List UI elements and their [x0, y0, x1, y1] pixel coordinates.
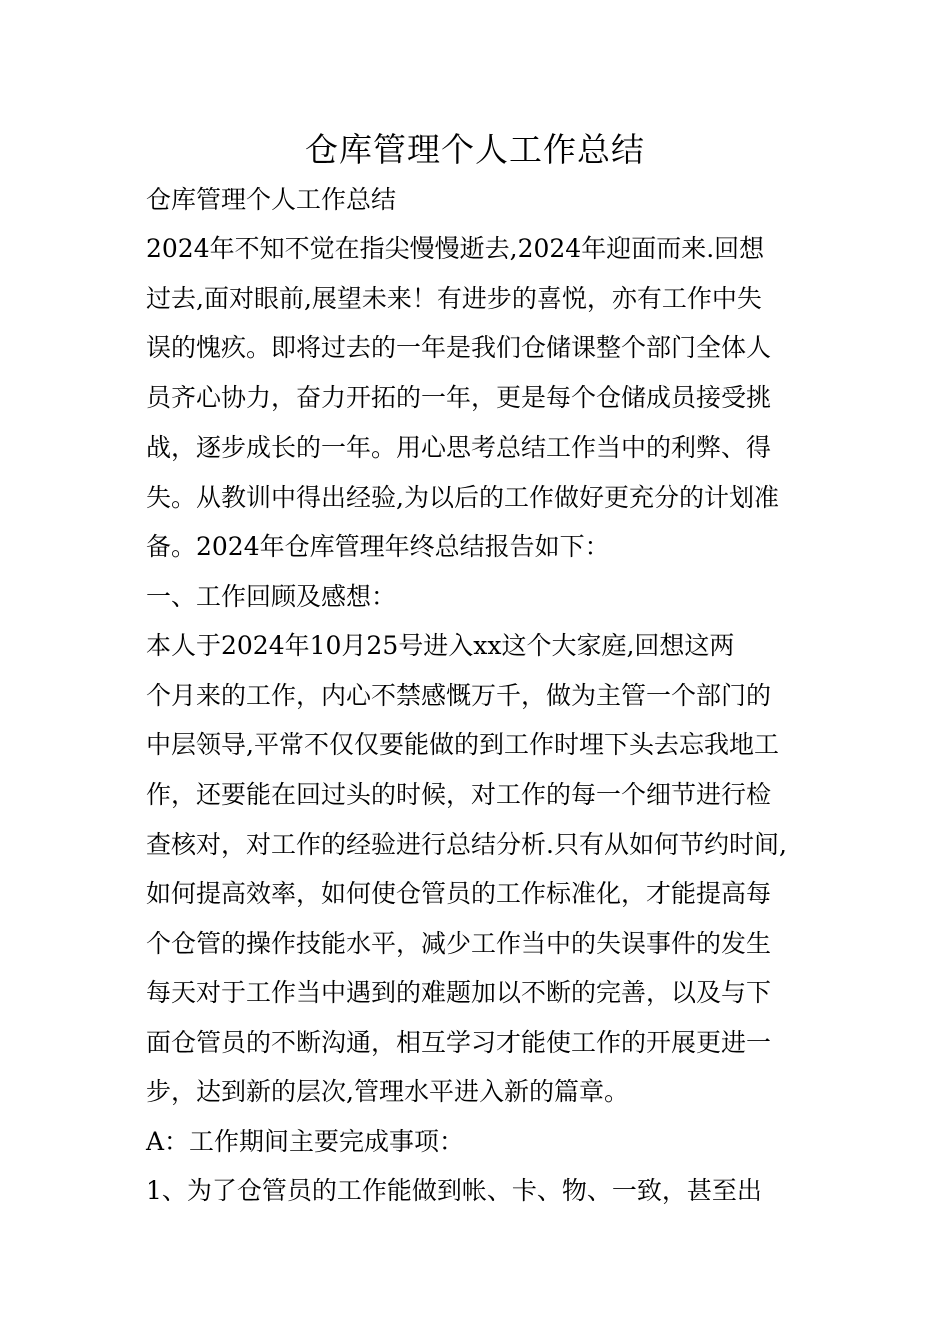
paragraph-line: 失。从教训中得出经验,为以后的工作做好更充分的计划准	[146, 483, 779, 512]
section-heading: 一、工作回顾及感想：	[146, 582, 397, 611]
paragraph-line: 员齐心协力，奋力开拓的一年，更是每个仓储成员接受挑	[146, 383, 772, 412]
paragraph-line: 2024年不知不觉在指尖慢慢逝去,2024年迎面而来.回想	[146, 234, 765, 263]
paragraph-line: 个月来的工作，内心不禁感慨万千，做为主管一个部门的	[146, 681, 772, 710]
paragraph-line: 过去,面对眼前,展望未来！有进步的喜悦，亦有工作中失	[146, 284, 762, 313]
paragraph-line: 备。2024年仓库管理年终总结报告如下：	[146, 532, 610, 561]
paragraph-line: 误的愧疚。即将过去的一年是我们仓储课整个部门全体人	[146, 333, 772, 362]
paragraph-line: 步，达到新的层次,管理水平进入新的篇章。	[146, 1077, 629, 1106]
document-title: 仓库管理个人工作总结	[305, 130, 645, 169]
paragraph-line: 战，逐步成长的一年。用心思考总结工作当中的利弊、得	[146, 433, 772, 462]
paragraph-line: 如何提高效率，如何使仓管员的工作标准化，才能提高每	[146, 879, 772, 908]
paragraph-line: 个仓管的操作技能水平，减少工作当中的失误事件的发生	[146, 929, 772, 958]
paragraph-line: 仓库管理个人工作总结	[146, 185, 397, 214]
paragraph-line: 1、为了仓管员的工作能做到帐、卡、物、一致，甚至出	[146, 1176, 762, 1205]
paragraph-line: 面仓管员的不断沟通，相互学习才能使工作的开展更进一	[146, 1028, 772, 1057]
paragraph-line: 每天对于工作当中遇到的难题加以不断的完善，以及与下	[146, 978, 772, 1007]
section-heading: A：工作期间主要完成事项：	[146, 1127, 465, 1156]
paragraph-line: 本人于2024年10月25号进入xx这个大家庭,回想这两	[146, 631, 735, 660]
paragraph-line: 查核对，对工作的经验进行总结分析.只有从如何节约时间,	[146, 830, 787, 859]
paragraph-line: 中层领导,平常不仅仅要能做的到工作时埋下头去忘我地工	[146, 730, 779, 759]
paragraph-line: 作，还要能在回过头的时候，对工作的每一个细节进行检	[146, 780, 772, 809]
